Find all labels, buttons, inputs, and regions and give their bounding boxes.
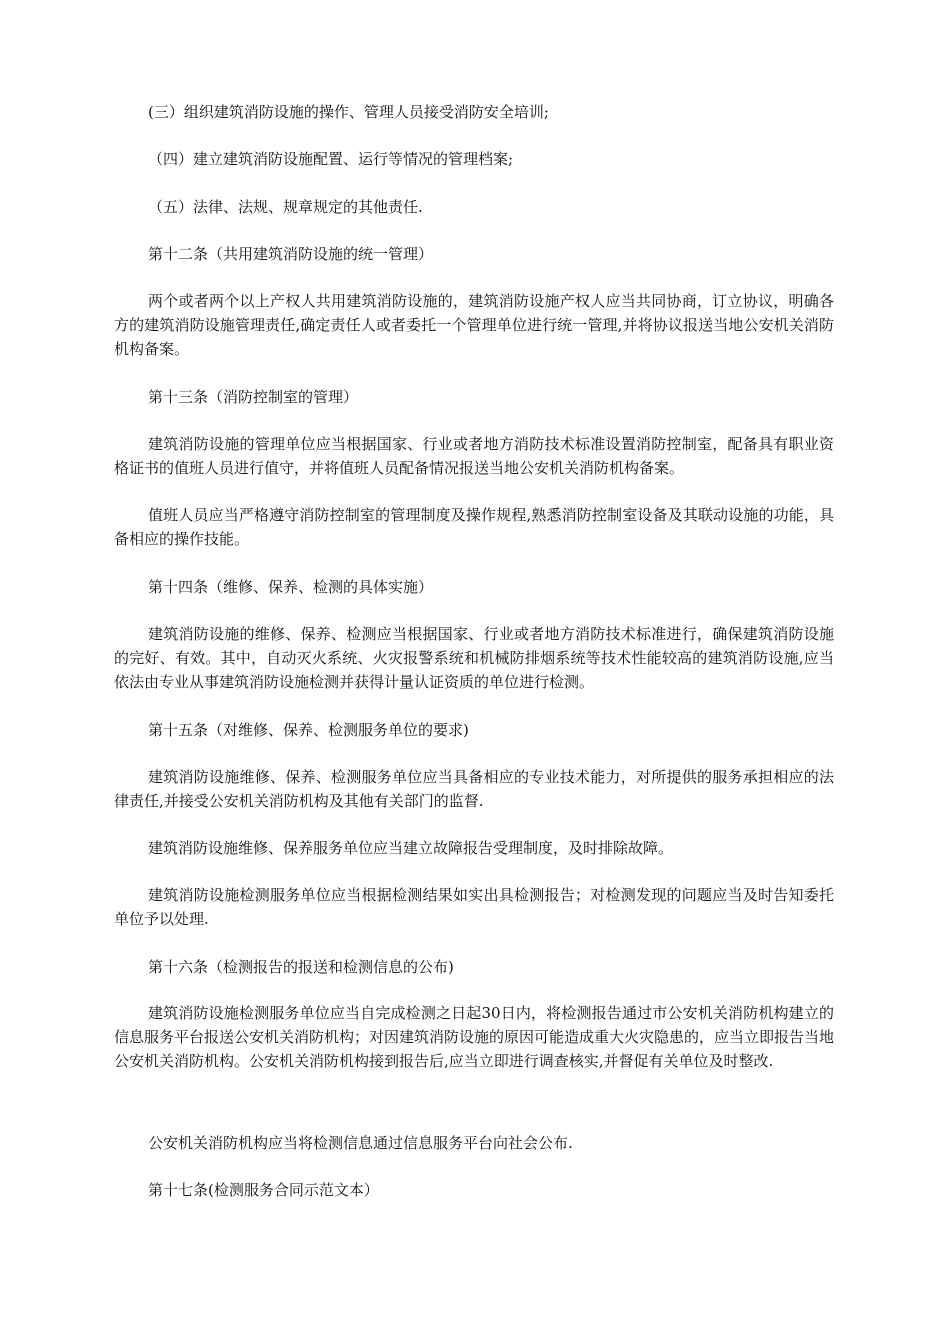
article-14-heading: 第十四条（维修、保养、检测的具体实施） — [148, 578, 434, 596]
paragraph-item-5: （五）法律、法规、规章规定的其他责任. — [148, 198, 423, 216]
article-15-body-1: 建筑消防设施维修、保养、检测服务单位应当具备相应的专业技术能力，对所提供的服务承担相应的法律责任,并接受公安机关消防机构及其他有关部门的监督. — [114, 768, 834, 810]
article-12-body: 两个或者两个以上产权人共用建筑消防设施的，建筑消防设施产权人应当共同协商，订立协议，明确各方的建筑消防设施管理责任,确定责任人或者委托一个管理单位进行统一管理,并将协议报送当地公安机关消防机构备案。 — [114, 292, 834, 358]
article-15-body-3: 建筑消防设施检测服务单位应当根据检测结果如实出具检测报告；对检测发现的问题应当及时告知委托单位予以处理. — [114, 886, 834, 928]
article-13-body-2: 值班人员应当严格遵守消防控制室的管理制度及操作规程,熟悉消防控制室设备及其联动设施的功能，具备相应的操作技能。 — [114, 506, 834, 548]
article-14-body: 建筑消防设施的维修、保养、检测应当根据国家、行业或者地方消防技术标准进行，确保建筑消防设施的完好、有效。其中，自动灭火系统、火灾报警系统和机械防排烟系统等技术性能较高的建筑消防设施,应当依法由专业从事建筑消防设施检测并获得计量认证资质的单位进行检测。 — [114, 625, 834, 691]
article-15-heading: 第十五条（对维修、保养、检测服务单位的要求) — [148, 721, 469, 739]
article-13-heading: 第十三条（消防控制室的管理） — [148, 388, 359, 406]
paragraph-item-3: (三）组织建筑消防设施的操作、管理人员接受消防安全培训; — [148, 103, 549, 121]
paragraph-item-4: （四）建立建筑消防设施配置、运行等情况的管理档案; — [148, 150, 514, 168]
article-12-heading: 第十二条（共用建筑消防设施的统一管理） — [148, 245, 434, 263]
article-17-heading: 第十七条(检测服务合同示范文本） — [148, 1181, 379, 1199]
article-16-body-2: 公安机关消防机构应当将检测信息通过信息服务平台向社会公布. — [148, 1134, 573, 1152]
article-16-heading: 第十六条（检测报告的报送和检测信息的公布) — [148, 958, 454, 976]
article-13-body-1: 建筑消防设施的管理单位应当根据国家、行业或者地方消防技术标准设置消防控制室，配备具有职业资格证书的值班人员进行值守，并将值班人员配备情况报送当地公安机关消防机构备案。 — [114, 435, 834, 477]
article-15-body-2: 建筑消防设施维修、保养服务单位应当建立故障报告受理制度，及时排除故障。 — [148, 839, 674, 857]
article-16-body-1: 建筑消防设施检测服务单位应当自完成检测之日起30日内，将检测报告通过市公安机关消防机构建立的信息服务平台报送公安机关消防机构；对因建筑消防设施的原因可能造成重大火灾隐患的，应当立即报告当地公安机关消防机构。公安机关消防机构接到报告后,应当立即进行调查核实,并督促有关单位及时整改. — [114, 1004, 835, 1070]
